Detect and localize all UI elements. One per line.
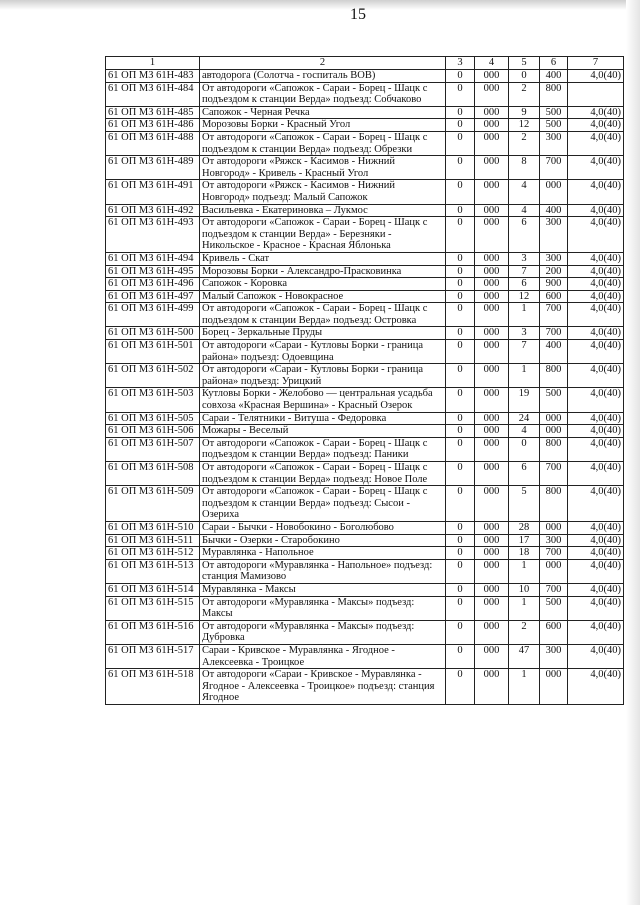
road-id-cell: 61 ОП МЗ 61Н-489 — [106, 156, 200, 180]
table-row — [106, 486, 624, 522]
table-row — [106, 180, 624, 204]
start-km-cell: 0 — [446, 82, 475, 106]
table-row — [106, 644, 624, 668]
road-name-cell: От автодороги «Муравлянка - Напольное» подъезд: станция Мамизово — [200, 559, 446, 583]
start-km-cell: 0 — [446, 340, 475, 364]
road-id-cell: 61 ОП МЗ 61Н-512 — [106, 547, 200, 560]
category-cell: 4,0(40) — [568, 521, 624, 534]
category-cell: 4,0(40) — [568, 303, 624, 327]
start-km-cell: 0 — [446, 180, 475, 204]
end-m-cell: 500 — [540, 596, 568, 620]
end-km-cell: 12 — [509, 119, 540, 132]
end-m-cell: 700 — [540, 462, 568, 486]
table-row — [106, 669, 624, 705]
end-m-cell: 600 — [540, 620, 568, 644]
category-cell: 4,0(40) — [568, 412, 624, 425]
road-name-cell: Малый Сапожок - Новокрасное — [200, 290, 446, 303]
start-km-cell: 0 — [446, 70, 475, 83]
end-m-cell: 000 — [540, 180, 568, 204]
category-cell: 4,0(40) — [568, 156, 624, 180]
end-m-cell: 000 — [540, 559, 568, 583]
end-m-cell: 000 — [540, 669, 568, 705]
table-row — [106, 340, 624, 364]
start-km-cell: 0 — [446, 106, 475, 119]
start-km-cell: 0 — [446, 119, 475, 132]
end-km-cell: 1 — [509, 364, 540, 388]
road-name-cell: От автодороги «Сапожок - Сараи - Борец - Шацк с подъездом к станции Верда» - Березняки - Никольское - Красное - Красная Яблонька — [200, 217, 446, 253]
road-name-cell: От автодороги «Сапожок - Сараи - Борец - Шацк с подъездом к станции Верда» подъезд: Новое Поле — [200, 462, 446, 486]
scan-top-edge — [0, 0, 640, 10]
end-km-cell: 6 — [509, 278, 540, 291]
start-m-cell: 000 — [475, 412, 509, 425]
start-km-cell: 0 — [446, 437, 475, 461]
roads-table — [105, 56, 624, 705]
table-row — [106, 278, 624, 291]
road-id-cell: 61 ОП МЗ 61Н-492 — [106, 204, 200, 217]
start-m-cell: 000 — [475, 583, 509, 596]
category-cell: 4,0(40) — [568, 620, 624, 644]
end-m-cell: 900 — [540, 278, 568, 291]
page-number: 15 — [350, 6, 366, 23]
category-cell: 4,0(40) — [568, 106, 624, 119]
road-name-cell: Муравлянка - Напольное — [200, 547, 446, 560]
end-m-cell: 400 — [540, 204, 568, 217]
road-name-cell: Сапожок - Коровка — [200, 278, 446, 291]
end-km-cell: 24 — [509, 412, 540, 425]
end-km-cell: 5 — [509, 486, 540, 522]
end-km-cell: 7 — [509, 340, 540, 364]
road-name-cell: От автодороги «Сараи - Кутловы Борки - граница района» подъезд: Одоевщина — [200, 340, 446, 364]
road-id-cell: 61 ОП МЗ 61Н-484 — [106, 82, 200, 106]
start-m-cell: 000 — [475, 70, 509, 83]
table-row — [106, 303, 624, 327]
category-cell: 4,0(40) — [568, 265, 624, 278]
start-km-cell: 0 — [446, 596, 475, 620]
road-id-cell: 61 ОП МЗ 61Н-485 — [106, 106, 200, 119]
table-row — [106, 82, 624, 106]
end-m-cell: 400 — [540, 70, 568, 83]
category-cell: 4,0(40) — [568, 119, 624, 132]
end-km-cell: 4 — [509, 204, 540, 217]
road-id-cell: 61 ОП МЗ 61Н-510 — [106, 521, 200, 534]
start-m-cell: 000 — [475, 486, 509, 522]
start-km-cell: 0 — [446, 265, 475, 278]
start-m-cell: 000 — [475, 364, 509, 388]
category-cell: 4,0(40) — [568, 644, 624, 668]
road-name-cell: Васильевка - Екатериновка – Лукмос — [200, 204, 446, 217]
category-cell: 4,0(40) — [568, 290, 624, 303]
category-cell: 4,0(40) — [568, 462, 624, 486]
category-cell: 4,0(40) — [568, 547, 624, 560]
end-m-cell: 800 — [540, 82, 568, 106]
header-cell: 1 — [106, 57, 200, 70]
header-cell: 2 — [200, 57, 446, 70]
road-name-cell: Морозовы Борки - Александро-Прасковинка — [200, 265, 446, 278]
road-id-cell: 61 ОП МЗ 61Н-486 — [106, 119, 200, 132]
start-m-cell: 000 — [475, 303, 509, 327]
end-km-cell: 17 — [509, 534, 540, 547]
start-km-cell: 0 — [446, 521, 475, 534]
table-row — [106, 119, 624, 132]
table-row — [106, 596, 624, 620]
table-row — [106, 388, 624, 412]
start-m-cell: 000 — [475, 180, 509, 204]
start-m-cell: 000 — [475, 462, 509, 486]
end-km-cell: 3 — [509, 327, 540, 340]
end-m-cell: 500 — [540, 119, 568, 132]
header-cell: 6 — [540, 57, 568, 70]
road-id-cell: 61 ОП МЗ 61Н-491 — [106, 180, 200, 204]
end-km-cell: 7 — [509, 265, 540, 278]
end-km-cell: 4 — [509, 425, 540, 438]
category-cell: 4,0(40) — [568, 388, 624, 412]
table-row — [106, 521, 624, 534]
start-km-cell: 0 — [446, 644, 475, 668]
road-name-cell: автодорога (Солотча - госпиталь ВОВ) — [200, 70, 446, 83]
road-id-cell: 61 ОП МЗ 61Н-502 — [106, 364, 200, 388]
table-row — [106, 462, 624, 486]
start-km-cell: 0 — [446, 364, 475, 388]
end-km-cell: 19 — [509, 388, 540, 412]
end-km-cell: 18 — [509, 547, 540, 560]
road-name-cell: От автодороги «Сараи - Кутловы Борки - граница района» подъезд: Урицкий — [200, 364, 446, 388]
end-m-cell: 700 — [540, 547, 568, 560]
road-id-cell: 61 ОП МЗ 61Н-499 — [106, 303, 200, 327]
end-km-cell: 4 — [509, 180, 540, 204]
start-km-cell: 0 — [446, 547, 475, 560]
category-cell: 4,0(40) — [568, 364, 624, 388]
start-km-cell: 0 — [446, 217, 475, 253]
end-m-cell: 300 — [540, 534, 568, 547]
start-m-cell: 000 — [475, 669, 509, 705]
start-km-cell: 0 — [446, 425, 475, 438]
category-cell: 4,0(40) — [568, 437, 624, 461]
end-m-cell: 000 — [540, 521, 568, 534]
road-name-cell: От автодороги «Сапожок - Сараи - Борец - Шацк с подъездом к станции Верда» подъезд: Паники — [200, 437, 446, 461]
road-name-cell: От автодороги «Ряжск - Касимов - Нижний Новгород» подъезд: Малый Сапожок — [200, 180, 446, 204]
road-name-cell: От автодороги «Ряжск - Касимов - Нижний Новгород» - Кривель - Красный Угол — [200, 156, 446, 180]
start-m-cell: 000 — [475, 437, 509, 461]
end-m-cell: 700 — [540, 583, 568, 596]
road-id-cell: 61 ОП МЗ 61Н-495 — [106, 265, 200, 278]
road-id-cell: 61 ОП МЗ 61Н-514 — [106, 583, 200, 596]
start-m-cell: 000 — [475, 265, 509, 278]
end-km-cell: 2 — [509, 131, 540, 155]
category-cell: 4,0(40) — [568, 486, 624, 522]
start-km-cell: 0 — [446, 204, 475, 217]
start-m-cell: 000 — [475, 217, 509, 253]
end-m-cell: 200 — [540, 265, 568, 278]
table-row — [106, 156, 624, 180]
end-km-cell: 9 — [509, 106, 540, 119]
category-cell: 4,0(40) — [568, 217, 624, 253]
start-m-cell: 000 — [475, 106, 509, 119]
category-cell: 4,0(40) — [568, 669, 624, 705]
start-km-cell: 0 — [446, 327, 475, 340]
end-m-cell: 800 — [540, 364, 568, 388]
road-name-cell: От автодороги «Сапожок - Сараи - Борец - Шацк с подъездом к станции Верда» подъезд: Островка — [200, 303, 446, 327]
start-m-cell: 000 — [475, 82, 509, 106]
road-name-cell: Кривель - Скат — [200, 252, 446, 265]
end-m-cell: 300 — [540, 131, 568, 155]
road-name-cell: От автодороги «Сапожок - Сараи - Борец - Шацк с подъездом к станции Верда» подъезд: Собчаково — [200, 82, 446, 106]
start-m-cell: 000 — [475, 290, 509, 303]
start-km-cell: 0 — [446, 156, 475, 180]
end-m-cell: 600 — [540, 290, 568, 303]
start-m-cell: 000 — [475, 521, 509, 534]
road-id-cell: 61 ОП МЗ 61Н-493 — [106, 217, 200, 253]
road-id-cell: 61 ОП МЗ 61Н-496 — [106, 278, 200, 291]
road-id-cell: 61 ОП МЗ 61Н-509 — [106, 486, 200, 522]
road-name-cell: Морозовы Борки - Красный Угол — [200, 119, 446, 132]
end-m-cell: 000 — [540, 425, 568, 438]
start-m-cell: 000 — [475, 278, 509, 291]
category-cell — [568, 82, 624, 106]
road-id-cell: 61 ОП МЗ 61Н-508 — [106, 462, 200, 486]
start-km-cell: 0 — [446, 462, 475, 486]
start-m-cell: 000 — [475, 131, 509, 155]
table-row — [106, 620, 624, 644]
start-m-cell: 000 — [475, 204, 509, 217]
category-cell: 4,0(40) — [568, 204, 624, 217]
road-id-cell: 61 ОП МЗ 61Н-503 — [106, 388, 200, 412]
end-km-cell: 6 — [509, 217, 540, 253]
road-id-cell: 61 ОП МЗ 61Н-516 — [106, 620, 200, 644]
road-id-cell: 61 ОП МЗ 61Н-515 — [106, 596, 200, 620]
road-name-cell: Сараи - Телятники - Витуша - Федоровка — [200, 412, 446, 425]
start-m-cell: 000 — [475, 547, 509, 560]
table-row — [106, 265, 624, 278]
start-km-cell: 0 — [446, 620, 475, 644]
road-id-cell: 61 ОП МЗ 61Н-488 — [106, 131, 200, 155]
table-row — [106, 204, 624, 217]
start-m-cell: 000 — [475, 559, 509, 583]
road-id-cell: 61 ОП МЗ 61Н-501 — [106, 340, 200, 364]
start-km-cell: 0 — [446, 252, 475, 265]
road-id-cell: 61 ОП МЗ 61Н-517 — [106, 644, 200, 668]
category-cell: 4,0(40) — [568, 534, 624, 547]
start-m-cell: 000 — [475, 596, 509, 620]
road-name-cell: Муравлянка - Максы — [200, 583, 446, 596]
end-km-cell: 28 — [509, 521, 540, 534]
category-cell: 4,0(40) — [568, 131, 624, 155]
table-body — [106, 70, 624, 705]
start-km-cell: 0 — [446, 303, 475, 327]
end-m-cell: 300 — [540, 252, 568, 265]
road-id-cell: 61 ОП МЗ 61Н-513 — [106, 559, 200, 583]
end-km-cell: 6 — [509, 462, 540, 486]
start-km-cell: 0 — [446, 534, 475, 547]
end-m-cell: 000 — [540, 412, 568, 425]
table-row — [106, 290, 624, 303]
category-cell: 4,0(40) — [568, 425, 624, 438]
road-name-cell: От автодороги «Сараи - Кривское - Муравлянка - Ягодное - Алексеевка - Троицкое» подъезд: станция Ягодное — [200, 669, 446, 705]
road-name-cell: Бычки - Озерки - Старобокино — [200, 534, 446, 547]
category-cell: 4,0(40) — [568, 340, 624, 364]
start-m-cell: 000 — [475, 327, 509, 340]
start-m-cell: 000 — [475, 156, 509, 180]
header-cell: 5 — [509, 57, 540, 70]
table-row — [106, 425, 624, 438]
start-km-cell: 0 — [446, 486, 475, 522]
end-km-cell: 0 — [509, 70, 540, 83]
table-row — [106, 583, 624, 596]
end-m-cell: 800 — [540, 486, 568, 522]
end-km-cell: 12 — [509, 290, 540, 303]
end-m-cell: 300 — [540, 644, 568, 668]
end-km-cell: 1 — [509, 669, 540, 705]
road-name-cell: От автодороги «Муравлянка - Максы» подъезд: Максы — [200, 596, 446, 620]
start-m-cell: 000 — [475, 252, 509, 265]
road-name-cell: Можары - Веселый — [200, 425, 446, 438]
table-row — [106, 364, 624, 388]
end-m-cell: 500 — [540, 388, 568, 412]
category-cell: 4,0(40) — [568, 327, 624, 340]
road-id-cell: 61 ОП МЗ 61Н-511 — [106, 534, 200, 547]
road-id-cell: 61 ОП МЗ 61Н-506 — [106, 425, 200, 438]
end-km-cell: 0 — [509, 437, 540, 461]
table-row — [106, 327, 624, 340]
end-m-cell: 700 — [540, 303, 568, 327]
road-name-cell: Кутловы Борки - Желобово — центральная усадьба совхоза «Красная Вершина» - Красный Озерок — [200, 388, 446, 412]
end-km-cell: 47 — [509, 644, 540, 668]
category-cell: 4,0(40) — [568, 180, 624, 204]
start-km-cell: 0 — [446, 559, 475, 583]
road-id-cell: 61 ОП МЗ 61Н-494 — [106, 252, 200, 265]
table-row — [106, 70, 624, 83]
header-cell: 4 — [475, 57, 509, 70]
start-km-cell: 0 — [446, 131, 475, 155]
category-cell: 4,0(40) — [568, 278, 624, 291]
end-km-cell: 3 — [509, 252, 540, 265]
road-name-cell: От автодороги «Сапожок - Сараи - Борец - Шацк с подъездом к станции Верда» подъезд: Обрезки — [200, 131, 446, 155]
scan-right-edge — [626, 0, 640, 905]
table-row — [106, 106, 624, 119]
table-row — [106, 534, 624, 547]
road-id-cell: 61 ОП МЗ 61Н-505 — [106, 412, 200, 425]
road-name-cell: Сапожок - Черная Речка — [200, 106, 446, 119]
road-name-cell: От автодороги «Муравлянка - Максы» подъезд: Дубровка — [200, 620, 446, 644]
end-m-cell: 800 — [540, 437, 568, 461]
start-km-cell: 0 — [446, 669, 475, 705]
table-row — [106, 252, 624, 265]
category-cell: 4,0(40) — [568, 70, 624, 83]
end-km-cell: 1 — [509, 596, 540, 620]
end-m-cell: 700 — [540, 156, 568, 180]
table-row — [106, 437, 624, 461]
end-km-cell: 1 — [509, 303, 540, 327]
road-id-cell: 61 ОП МЗ 61Н-518 — [106, 669, 200, 705]
start-km-cell: 0 — [446, 583, 475, 596]
category-cell: 4,0(40) — [568, 596, 624, 620]
start-km-cell: 0 — [446, 290, 475, 303]
road-name-cell: Сараи - Бычки - Новобокино - Боголюбово — [200, 521, 446, 534]
road-id-cell: 61 ОП МЗ 61Н-500 — [106, 327, 200, 340]
start-m-cell: 000 — [475, 119, 509, 132]
table-row — [106, 547, 624, 560]
end-m-cell: 700 — [540, 327, 568, 340]
end-km-cell: 2 — [509, 82, 540, 106]
road-id-cell: 61 ОП МЗ 61Н-497 — [106, 290, 200, 303]
end-m-cell: 500 — [540, 106, 568, 119]
road-id-cell: 61 ОП МЗ 61Н-507 — [106, 437, 200, 461]
start-m-cell: 000 — [475, 534, 509, 547]
header-cell: 7 — [568, 57, 624, 70]
end-km-cell: 1 — [509, 559, 540, 583]
road-id-cell: 61 ОП МЗ 61Н-483 — [106, 70, 200, 83]
start-m-cell: 000 — [475, 644, 509, 668]
start-m-cell: 000 — [475, 425, 509, 438]
table-row — [106, 559, 624, 583]
start-km-cell: 0 — [446, 388, 475, 412]
end-km-cell: 10 — [509, 583, 540, 596]
start-m-cell: 000 — [475, 620, 509, 644]
end-km-cell: 2 — [509, 620, 540, 644]
table-row — [106, 412, 624, 425]
end-km-cell: 8 — [509, 156, 540, 180]
table-row — [106, 131, 624, 155]
road-name-cell: Борец - Зеркальные Пруды — [200, 327, 446, 340]
table-row — [106, 217, 624, 253]
category-cell: 4,0(40) — [568, 252, 624, 265]
category-cell: 4,0(40) — [568, 559, 624, 583]
start-m-cell: 000 — [475, 340, 509, 364]
category-cell: 4,0(40) — [568, 583, 624, 596]
road-name-cell: От автодороги «Сапожок - Сараи - Борец - Шацк с подъездом к станции Верда» подъезд: Сысои - Озериха — [200, 486, 446, 522]
end-m-cell: 400 — [540, 340, 568, 364]
start-km-cell: 0 — [446, 278, 475, 291]
header-row — [106, 57, 624, 70]
start-m-cell: 000 — [475, 388, 509, 412]
end-m-cell: 300 — [540, 217, 568, 253]
road-name-cell: Сараи - Кривское - Муравлянка - Ягодное - Алексеевка - Троицкое — [200, 644, 446, 668]
header-cell: 3 — [446, 57, 475, 70]
start-km-cell: 0 — [446, 412, 475, 425]
